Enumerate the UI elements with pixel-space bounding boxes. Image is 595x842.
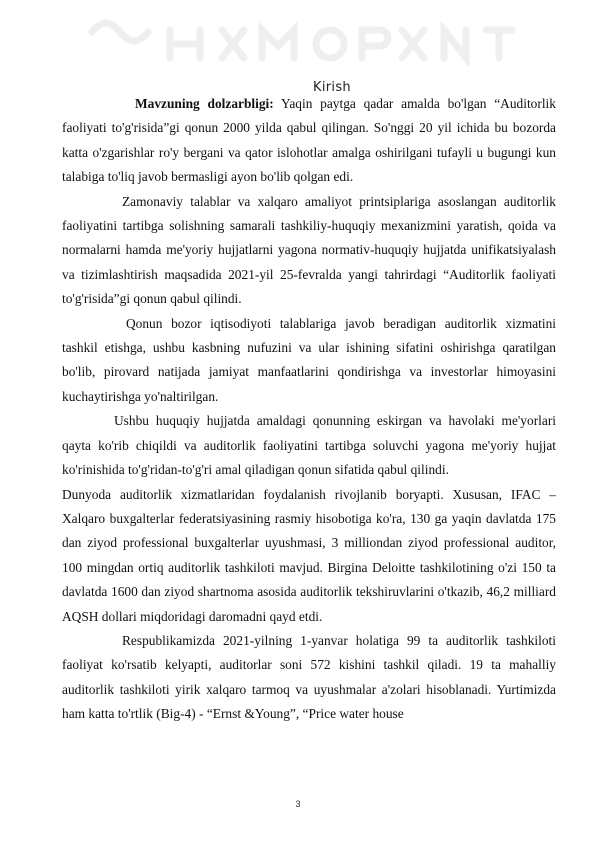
paragraph-lead: Mavzuning dolzarbligi:: [135, 96, 274, 111]
paragraph: Dunyoda auditorlik xizmatlaridan foydalanish rivojlanib boryapti. Xususan, IFAC – Xalqaro buxgalterlar federatsiyasining rasmiy hisobotiga ko'ra, 130 ga yaqin davlatda 175 dan ziyod professional buxgalterlar uyushmasi, 3 milliondan ziyod professional auditor, 100 mingdan ortiq auditorlik tashkiloti mavjud. Birgina Deloitte tashkilotining o'zi 150 ta davlatda 1600 dan ziyod shartnoma asosida auditorlik tekshiruvlarini o'tkazib, 46,2 milliard AQSH dollari miqdoridagi daromadni qayd etdi.: [62, 486, 556, 624]
body-text: [62, 92, 556, 727]
paragraph-relevance: [62, 92, 556, 190]
paragraph: Zamonaviy talablar va xalqaro amaliyot printsiplariga asoslangan auditorlik faoliyatini tartibga solishning samarali tashkiliy-huquqiy mexanizmini yaratish, qoida va normalarni hamda me'yoriy hujjatlarni yagona normativ-huquqiy hujjatda unifikatsiyalash va tizimlashtirish maqsadida 2021-yil 25-fevralda yangi tahrirdagi “Auditorlik faoliyati to'g'risida”gi qonun qabul qilindi.: [62, 193, 556, 307]
page-number: 3: [295, 799, 301, 809]
paragraph: Ushbu huquqiy hujjatda amaldagi qonunning eskirgan va havolaki me'yorlari qayta ko'rib chiqildi va auditorlik faoliyatini tartibga soluvchi yagona me'yoriy hujjat ko'rinishida to'g'ridan-to'g'ri amal qiladigan qonun sifatida qabul qilindi.: [62, 413, 556, 478]
paragraph: Qonun bozor iqtisodiyoti talablariga javob beradigan auditorlik xizmatini tashkil etishga, ushbu kasbning nufuzini va ular ishining sifatini oshirishga qaratilgan bo'lib, pirovard natijada jamiyat manfaatlarini qondirishga va investorlar himoyasini kuchaytirishga yo'naltirilgan.: [62, 315, 556, 404]
section-heading: Kirish: [313, 80, 351, 95]
paragraph-text: Yaqin paytga qadar amalda bo'lgan “Auditorlik faoliyati to'g'risida”gi qonun 2000 yilda qabul qilingan. So'nggi 20 yil ichida bu bozorda katta o'zgarishlar ro'y bergani va qator islohotlar amalga oshirilgani tufayli u bugungi kun talabiga to'liq javob bermasligi ayon bo'lib qolgan edi.: [62, 96, 556, 185]
paragraph: Respublikamizda 2021-yilning 1-yanvar holatiga 99 ta auditorlik tashkiloti faoliyat ko'rsatib kelyapti, auditorlar soni 572 kishini tashkil qiladi. 19 ta mahalliy auditorlik tashkiloti yirik xalqaro tarmoq va uyushmalar a'zolari hisoblanadi. Yurtimizda ham katta to'rtlik (Big-4) - “Ernst &Young”, “Price water house: [62, 632, 556, 722]
